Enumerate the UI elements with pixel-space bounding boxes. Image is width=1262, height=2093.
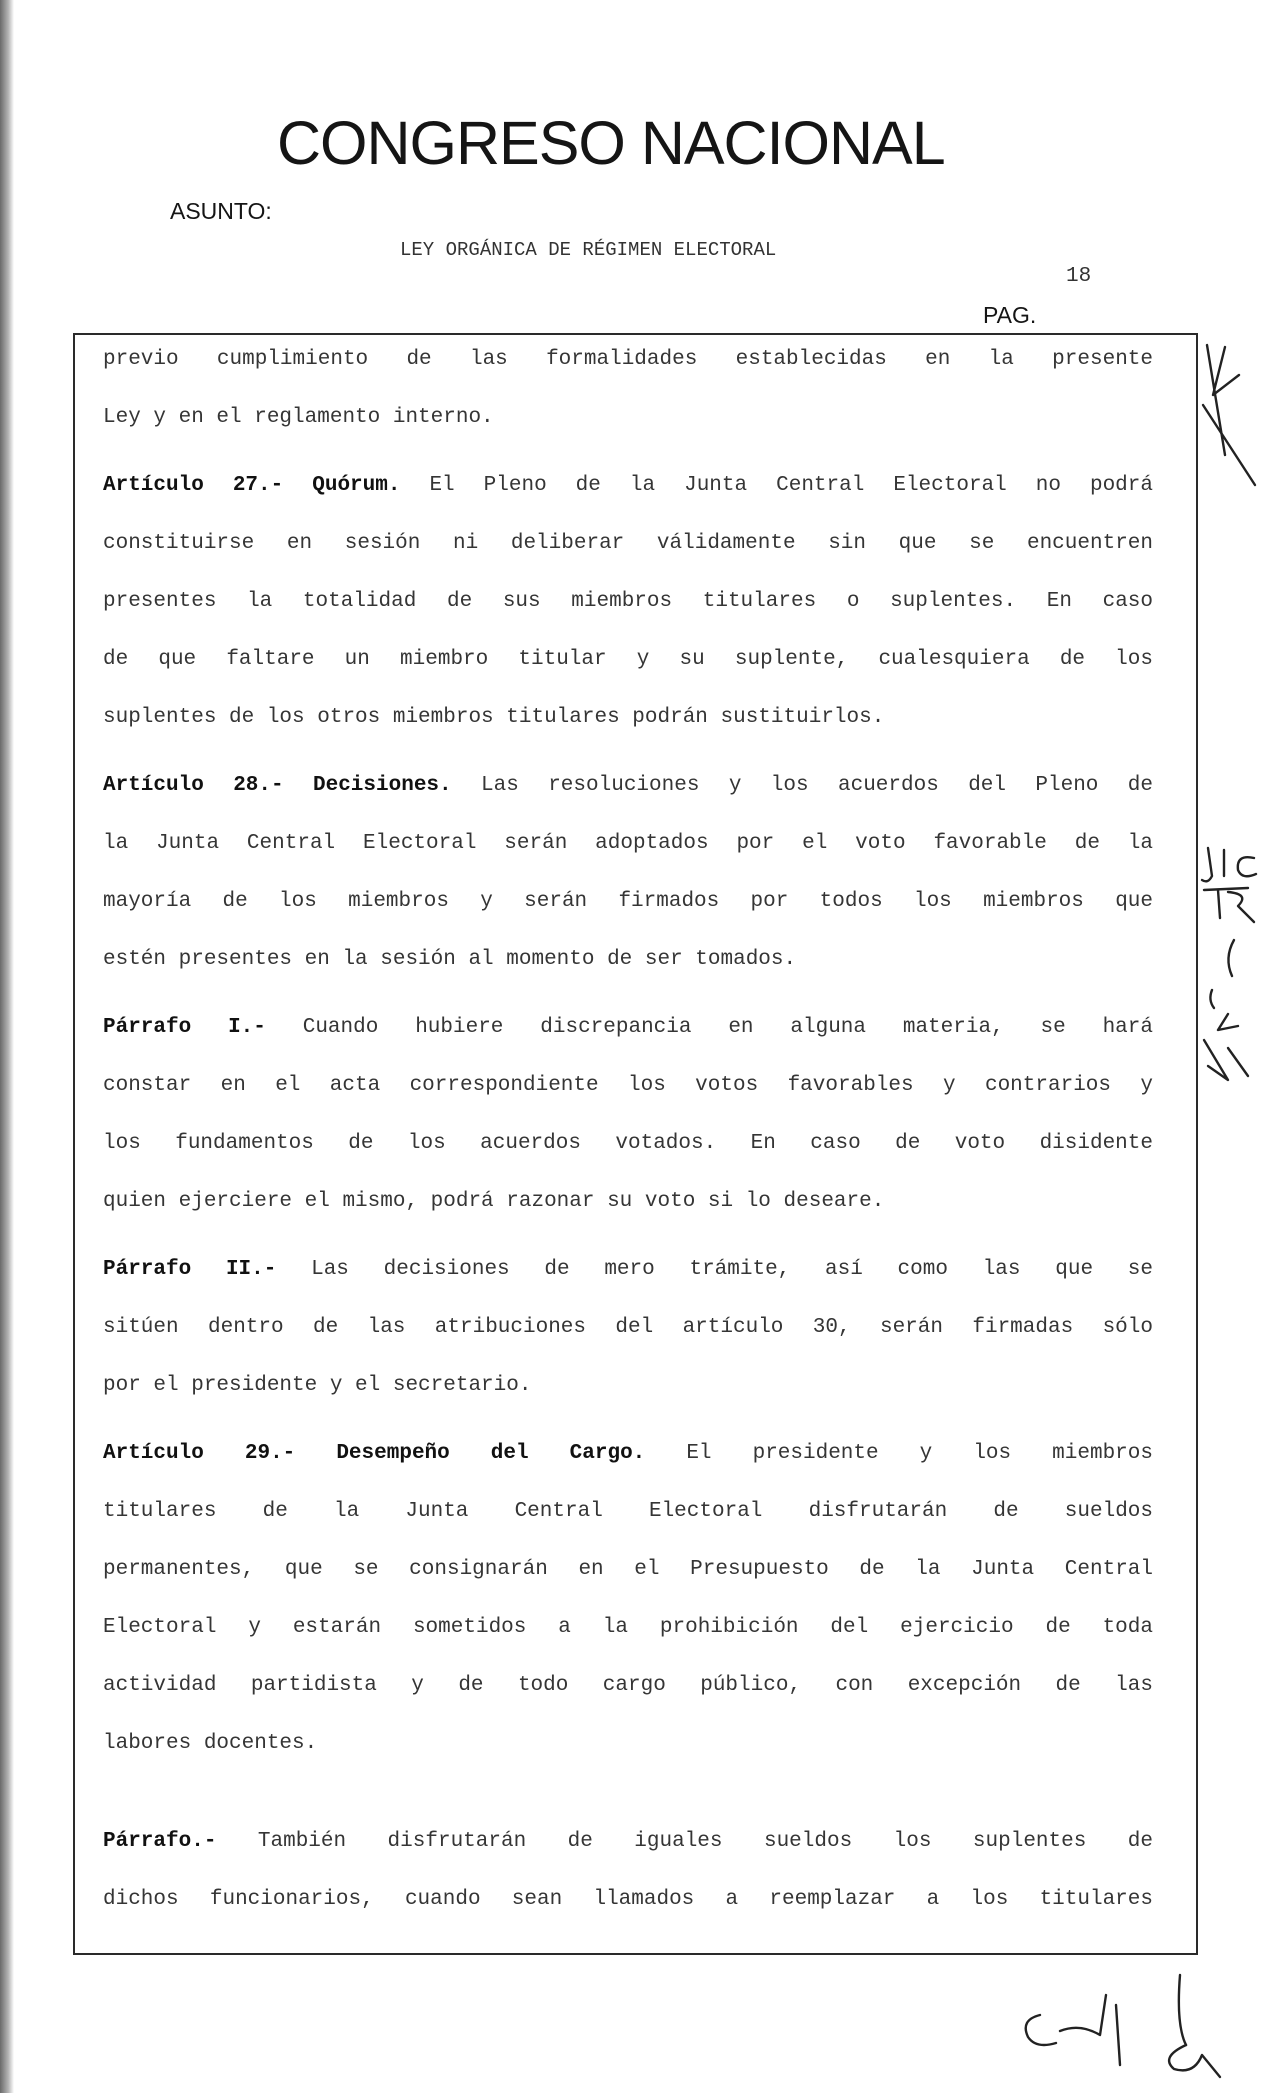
paragraph-2-heading: Párrafo II.- bbox=[103, 1258, 277, 1281]
body-line: los fundamentos de los acuerdos votados. En caso de voto disidente bbox=[103, 1132, 1153, 1155]
article-28-heading: Artículo 28.- Decisiones. bbox=[103, 774, 452, 797]
asunto-label: ASUNTO: bbox=[170, 198, 272, 224]
article-27-line bbox=[103, 471, 1153, 529]
paragraph-3-heading: Párrafo.- bbox=[103, 1830, 217, 1853]
body-line: constituirse en sesión ni deliberar válidamente sin que se encuentren bbox=[103, 532, 1153, 555]
article-28-line bbox=[103, 771, 1153, 829]
body-line: actividad partidista y de todo cargo público, con excepción de las bbox=[103, 1674, 1153, 1697]
paragraph-3-text: También disfrutarán de iguales sueldos los suplentes de bbox=[216, 1830, 1153, 1853]
paragraph-1-line bbox=[103, 1013, 1153, 1071]
body-line: presentes la totalidad de sus miembros titulares o suplentes. En caso bbox=[103, 590, 1153, 613]
institution-title: CONGRESO NACIONAL bbox=[277, 109, 945, 177]
document-body bbox=[103, 345, 1153, 1943]
handwritten-mark-bottom bbox=[1010, 1965, 1240, 2083]
body-line: sitúen dentro de las atribuciones del artículo 30, serán firmadas sólo bbox=[103, 1316, 1153, 1339]
paragraph-2-line bbox=[103, 1255, 1153, 1313]
paragraph-3-line bbox=[103, 1827, 1153, 1885]
pag-label: PAG. bbox=[983, 302, 1037, 328]
page-number: 18 bbox=[1066, 265, 1092, 288]
body-line: dichos funcionarios, cuando sean llamados a reemplazar a los titulares bbox=[103, 1888, 1153, 1911]
body-line: por el presidente y el secretario. bbox=[103, 1374, 532, 1397]
body-line: mayoría de los miembros y serán firmados por todos los miembros que bbox=[103, 890, 1153, 913]
body-line: Ley y en el reglamento interno. bbox=[103, 406, 494, 429]
body-line: suplentes de los otros miembros titulares podrán sustituirlos. bbox=[103, 706, 885, 729]
paragraph-1-text: Cuando hubiere discrepancia en alguna materia, se hará bbox=[265, 1016, 1153, 1039]
paragraph-2-text: Las decisiones de mero trámite, así como las que se bbox=[276, 1258, 1153, 1281]
body-line: Electoral y estarán sometidos a la prohibición del ejercicio de toda bbox=[103, 1616, 1153, 1639]
article-29-line bbox=[103, 1439, 1153, 1497]
body-line: previo cumplimiento de las formalidades establecidas en la presente bbox=[103, 348, 1153, 371]
article-27-heading: Artículo 27.- Quórum. bbox=[103, 474, 401, 497]
body-line: de que faltare un miembro titular y su suplente, cualesquiera de los bbox=[103, 648, 1153, 671]
document-subject: LEY ORGÁNICA DE RÉGIMEN ELECTORAL bbox=[400, 239, 777, 261]
body-line: labores docentes. bbox=[103, 1732, 318, 1755]
article-28-text: Las resoluciones y los acuerdos del Pleno de bbox=[451, 774, 1153, 797]
body-line: permanentes, que se consignarán en el Presupuesto de la Junta Central bbox=[103, 1558, 1153, 1581]
article-27-text: El Pleno de la Junta Central Electoral no podrá bbox=[400, 474, 1153, 497]
body-line: la Junta Central Electoral serán adoptados por el voto favorable de la bbox=[103, 832, 1153, 855]
paragraph-1-heading: Párrafo I.- bbox=[103, 1016, 266, 1039]
handwritten-mark-top-right bbox=[1195, 335, 1261, 495]
body-line: quien ejerciere el mismo, podrá razonar su voto si lo deseare. bbox=[103, 1190, 885, 1213]
handwritten-initials-margin bbox=[1198, 840, 1260, 1090]
body-line: titulares de la Junta Central Electoral disfrutarán de sueldos bbox=[103, 1500, 1153, 1523]
article-29-text: El presidente y los miembros bbox=[645, 1442, 1153, 1465]
body-line: estén presentes en la sesión al momento de ser tomados. bbox=[103, 948, 797, 971]
article-29-heading: Artículo 29.- Desempeño del Cargo. bbox=[103, 1442, 646, 1465]
body-line: constar en el acta correspondiente los votos favorables y contrarios y bbox=[103, 1074, 1153, 1097]
scan-edge-shadow bbox=[0, 0, 14, 2093]
